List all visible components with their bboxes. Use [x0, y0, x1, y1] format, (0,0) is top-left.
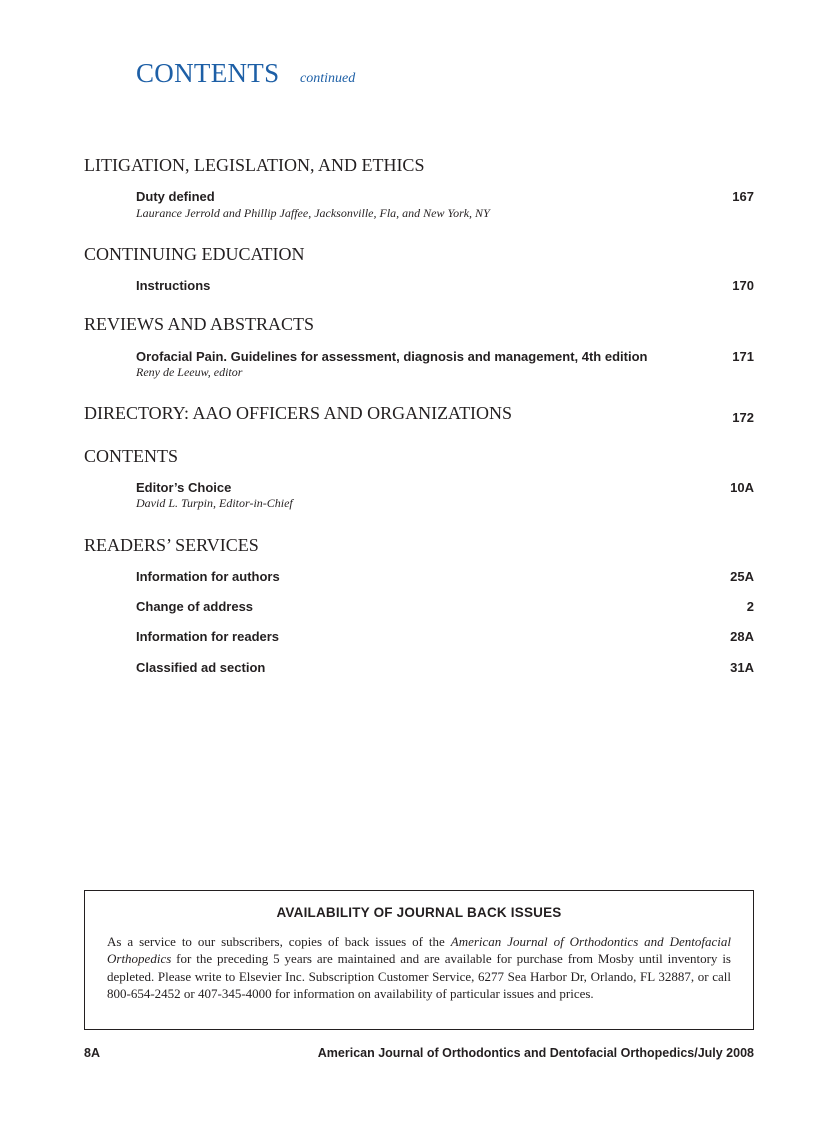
entry-title[interactable]: Change of address — [136, 599, 254, 614]
notice-text — [107, 933, 731, 1003]
footer-page-label: 8A — [84, 1046, 100, 1060]
entry-page-number: 10A — [730, 480, 754, 495]
page-title: CONTENTS — [136, 58, 280, 88]
notice-journal-name: American Journal of Orthodontics and Dentofacial Orthopedics — [107, 934, 731, 967]
entry-page-number: 25A — [730, 569, 754, 584]
page-subtitle: continued — [300, 71, 356, 86]
notice-text-after: for the preceding 5 years are maintained and are available for purchase from Mosby until inventory is depleted. Please write to Elsevier Inc. Subscription Customer Service, 6277 Sea Harbor Dr, Orlando, FL 32887, or call 800-654-2452 or 407-345-4000 for information on availability of particular issues and prices. — [107, 951, 731, 1002]
section-heading-litigation: LITIGATION, LEGISLATION, AND ETHICS — [84, 155, 425, 175]
entry-author: David L. Turpin, Editor-in-Chief — [136, 496, 293, 510]
entry-author: Laurance Jerrold and Phillip Jaffee, Jacksonville, Fla, and New York, NY — [136, 206, 490, 220]
entry-page-number: 167 — [732, 189, 754, 204]
entry-page-number: 172 — [732, 410, 754, 425]
entry-title[interactable]: Editor’s Choice — [136, 480, 232, 495]
entry-page-number: 171 — [732, 349, 754, 364]
section-heading-reviews: REVIEWS AND ABSTRACTS — [84, 314, 315, 334]
section-heading-contents: CONTENTS — [84, 446, 178, 466]
section-heading-readers-services: READERS’ SERVICES — [84, 535, 259, 555]
entry-page-number: 31A — [730, 660, 754, 675]
entry-title[interactable]: Orofacial Pain. Guidelines for assessment, diagnosis and management, 4th edition — [136, 349, 648, 364]
entry-author: Reny de Leeuw, editor — [136, 365, 243, 379]
entry-title[interactable]: Information for authors — [136, 569, 280, 584]
entry-page-number: 170 — [732, 278, 754, 293]
section-heading-continuing-education: CONTINUING EDUCATION — [84, 244, 305, 264]
notice-text-before: As a service to our subscribers, copies of back issues of the — [107, 934, 451, 949]
entry-title[interactable]: Duty defined — [136, 189, 215, 204]
entry-title[interactable]: Classified ad section — [136, 660, 266, 675]
footer-journal-info: American Journal of Orthodontics and Dentofacial Orthopedics/July 2008 — [317, 1046, 754, 1060]
entry-title[interactable]: Instructions — [136, 278, 211, 293]
notice-heading: AVAILABILITY OF JOURNAL BACK ISSUES — [276, 905, 562, 920]
back-issues-notice-box — [84, 890, 754, 1030]
entry-page-number: 28A — [730, 629, 754, 644]
section-heading-directory[interactable]: DIRECTORY: AAO OFFICERS AND ORGANIZATIONS — [84, 403, 513, 423]
entry-title[interactable]: Information for readers — [136, 629, 280, 644]
entry-page-number: 2 — [746, 599, 754, 614]
